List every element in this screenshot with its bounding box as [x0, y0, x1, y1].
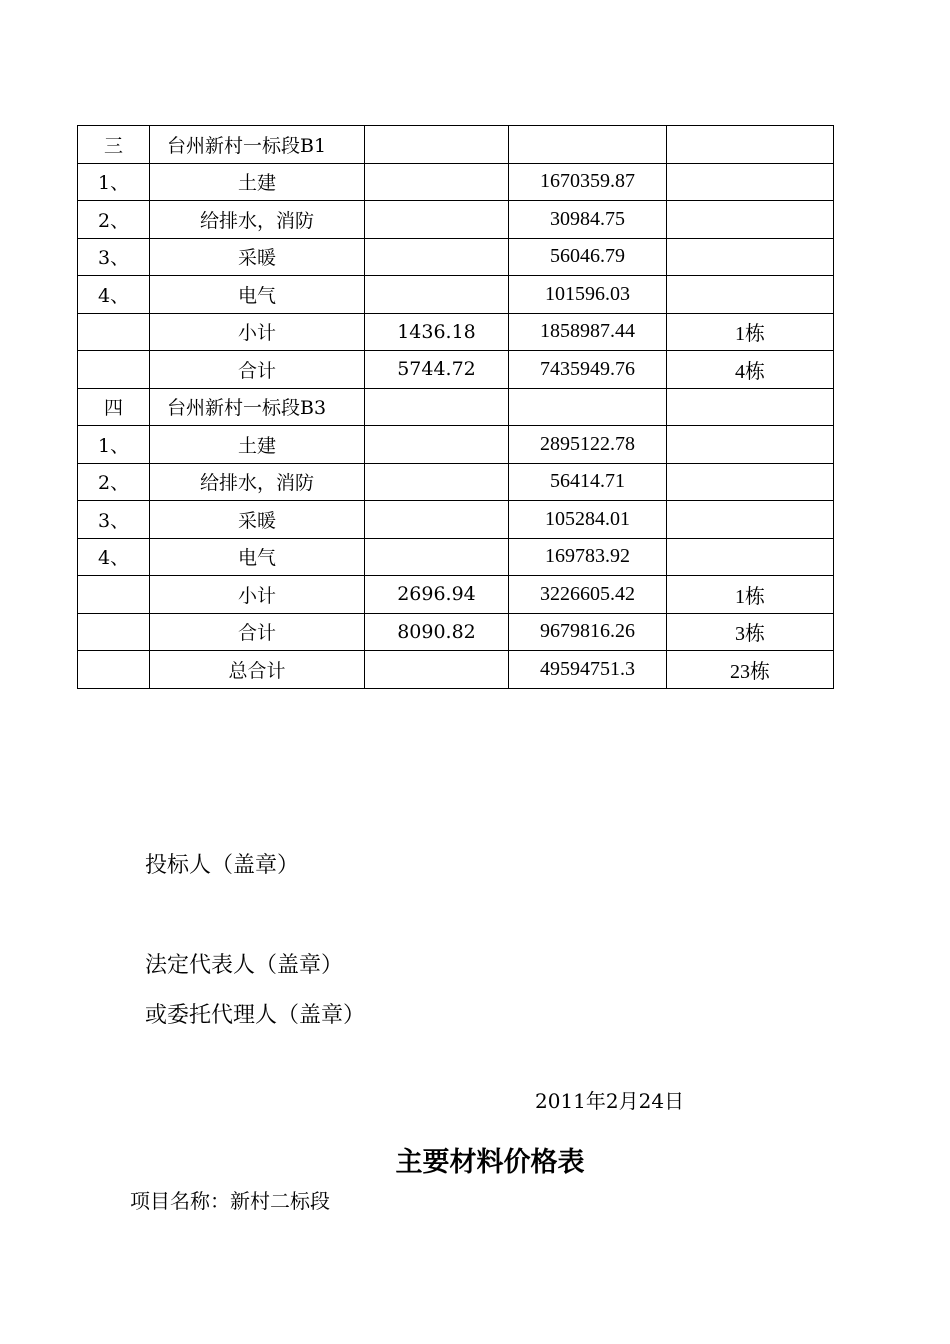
table-row	[78, 613, 834, 651]
units-cell	[667, 426, 834, 464]
index-cell: 2、	[78, 201, 150, 239]
units-cell	[667, 276, 834, 314]
units-cell: 23栋	[667, 651, 834, 689]
amount-cell: 56414.71	[509, 463, 667, 501]
area-cell	[365, 238, 509, 276]
table-row	[78, 538, 834, 576]
index-cell: 4、	[78, 276, 150, 314]
units-cell	[667, 538, 834, 576]
area-cell	[365, 276, 509, 314]
project-name-label: 项目名称：新村二标段	[130, 1189, 330, 1213]
table-row	[78, 238, 834, 276]
item-cell: 土建	[150, 426, 365, 464]
amount-cell: 49594751.3	[509, 651, 667, 689]
item-cell: 台州新村一标段B1	[150, 126, 365, 164]
units-cell: 1栋	[667, 313, 834, 351]
index-cell: 3、	[78, 501, 150, 539]
index-cell: 1、	[78, 163, 150, 201]
table-row	[78, 463, 834, 501]
units-cell	[667, 388, 834, 426]
index-cell	[78, 651, 150, 689]
units-cell: 1栋	[667, 576, 834, 614]
amount-cell: 1670359.87	[509, 163, 667, 201]
area-cell: 8090.82	[365, 613, 509, 651]
area-cell	[365, 538, 509, 576]
table-row	[78, 276, 834, 314]
table-row	[78, 201, 834, 239]
item-cell: 给排水，消防	[150, 463, 365, 501]
item-cell: 给排水，消防	[150, 201, 365, 239]
bidder-seal-label: 投标人（盖章）	[145, 853, 300, 878]
item-cell: 合计	[150, 351, 365, 389]
budget-table-body	[78, 126, 834, 689]
amount-cell: 3226605.42	[509, 576, 667, 614]
table-row	[78, 651, 834, 689]
item-cell: 台州新村一标段B3	[150, 388, 365, 426]
item-cell: 总合计	[150, 651, 365, 689]
units-cell	[667, 238, 834, 276]
units-cell	[667, 126, 834, 164]
area-cell: 2696.94	[365, 576, 509, 614]
index-cell	[78, 313, 150, 351]
amount-cell: 169783.92	[509, 538, 667, 576]
table-row	[78, 163, 834, 201]
area-cell	[365, 651, 509, 689]
index-cell: 1、	[78, 426, 150, 464]
index-cell	[78, 613, 150, 651]
units-cell	[667, 463, 834, 501]
index-cell: 三	[78, 126, 150, 164]
area-cell	[365, 501, 509, 539]
amount-cell	[509, 388, 667, 426]
area-cell: 5744.72	[365, 351, 509, 389]
table-row	[78, 126, 834, 164]
table-row	[78, 388, 834, 426]
item-cell: 电气	[150, 276, 365, 314]
amount-cell: 9679816.26	[509, 613, 667, 651]
index-cell	[78, 351, 150, 389]
area-cell	[365, 201, 509, 239]
legal-representative-seal-label: 法定代表人（盖章）	[145, 953, 344, 978]
units-cell	[667, 201, 834, 239]
budget-table	[77, 125, 834, 689]
amount-cell: 56046.79	[509, 238, 667, 276]
table-row	[78, 576, 834, 614]
index-cell: 4、	[78, 538, 150, 576]
units-cell	[667, 163, 834, 201]
amount-cell: 30984.75	[509, 201, 667, 239]
amount-cell: 105284.01	[509, 501, 667, 539]
signing-date: 2011年2月24日	[535, 1089, 685, 1113]
units-cell: 3栋	[667, 613, 834, 651]
area-cell: 1436.18	[365, 313, 509, 351]
amount-cell: 1858987.44	[509, 313, 667, 351]
index-cell	[78, 576, 150, 614]
item-cell: 采暖	[150, 238, 365, 276]
index-cell: 四	[78, 388, 150, 426]
item-cell: 小计	[150, 313, 365, 351]
area-cell	[365, 126, 509, 164]
table-row	[78, 351, 834, 389]
area-cell	[365, 426, 509, 464]
table-row	[78, 313, 834, 351]
amount-cell: 101596.03	[509, 276, 667, 314]
section-title: 主要材料价格表	[395, 1147, 585, 1178]
units-cell	[667, 501, 834, 539]
index-cell: 2、	[78, 463, 150, 501]
amount-cell: 7435949.76	[509, 351, 667, 389]
item-cell: 合计	[150, 613, 365, 651]
item-cell: 小计	[150, 576, 365, 614]
item-cell: 采暖	[150, 501, 365, 539]
area-cell	[365, 388, 509, 426]
amount-cell: 2895122.78	[509, 426, 667, 464]
table-row	[78, 501, 834, 539]
authorized-agent-seal-label: 或委托代理人（盖章）	[145, 1003, 366, 1028]
item-cell: 土建	[150, 163, 365, 201]
index-cell: 3、	[78, 238, 150, 276]
item-cell: 电气	[150, 538, 365, 576]
table-row	[78, 426, 834, 464]
amount-cell	[509, 126, 667, 164]
area-cell	[365, 163, 509, 201]
units-cell: 4栋	[667, 351, 834, 389]
area-cell	[365, 463, 509, 501]
